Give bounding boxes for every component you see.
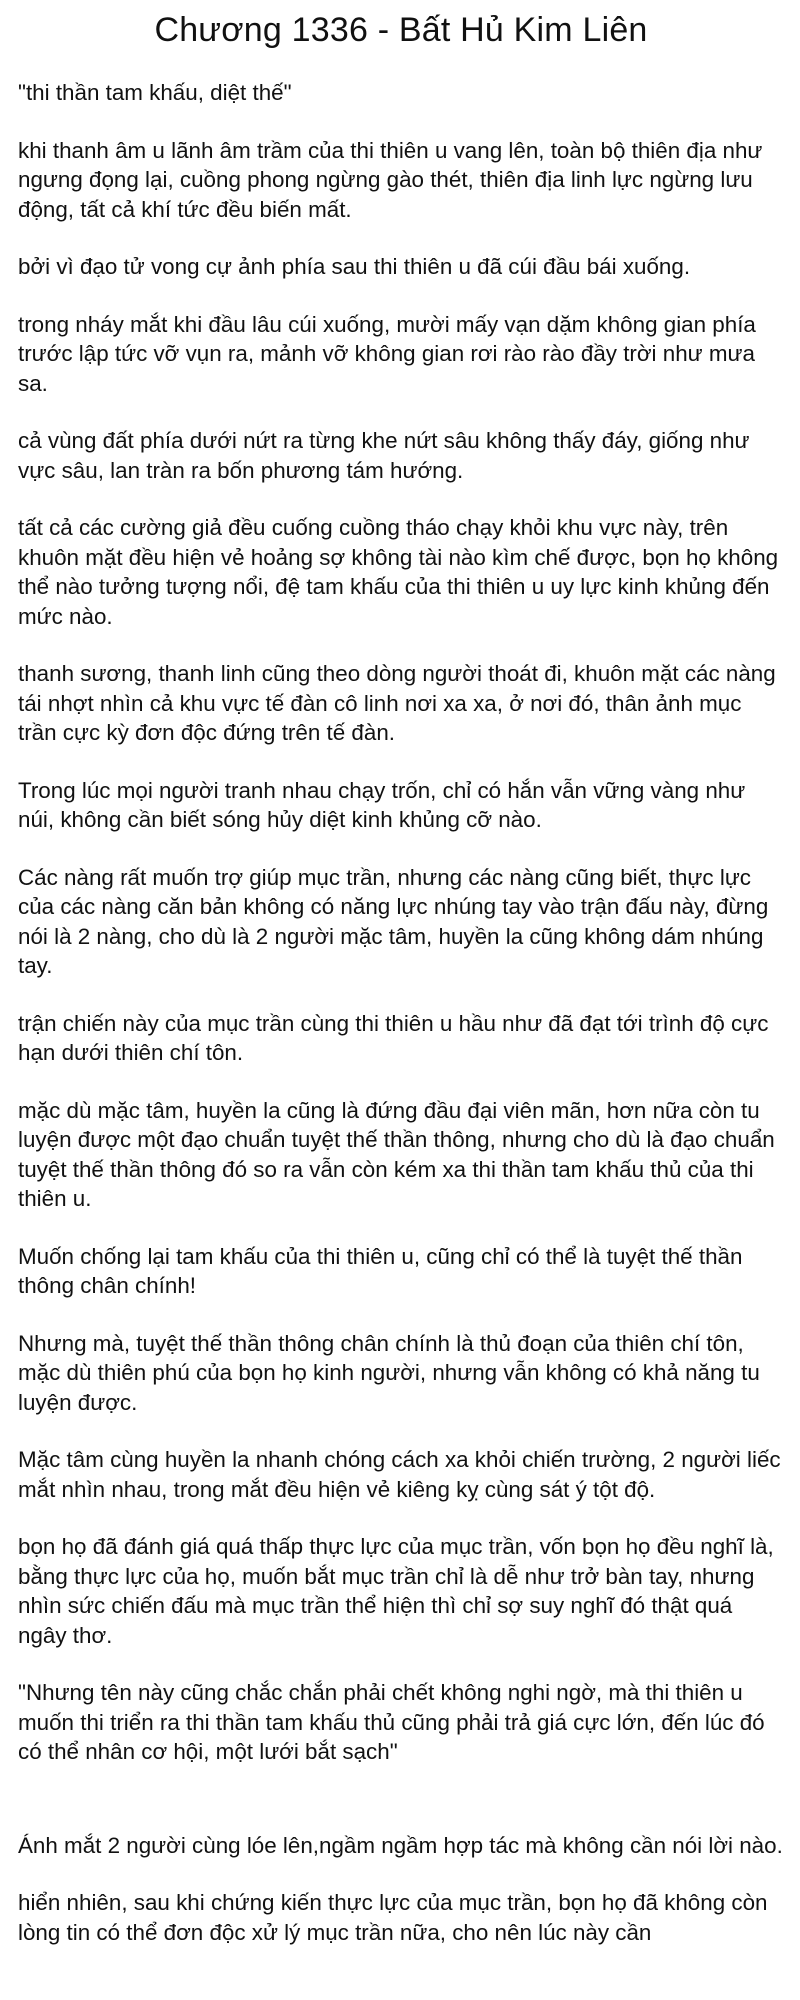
paragraph: khi thanh âm u lãnh âm trầm của thi thiên u vang lên, toàn bộ thiên địa như ngưng đọng lại, cuồng phong ngừng gào thét, thiên địa linh lực ngừng lưu động, tất cả khí tức đều biến mất. — [18, 137, 763, 222]
paragraph: Mặc tâm cùng huyền la nhanh chóng cách xa khỏi chiến trường, 2 người liếc mắt nhìn nhau, trong mắt đều hiện vẻ kiêng kỵ cùng sát ý tột độ. — [18, 1447, 781, 1502]
paragraph: "thi thần tam khấu, diệt thế" — [18, 80, 292, 105]
paragraph: trận chiến này của mục trần cùng thi thiên u hầu như đã đạt tới trình độ cực hạn dưới thiên chí tôn. — [18, 1010, 769, 1065]
chapter-title: Chương 1336 - Bất Hủ Kim Liên — [154, 11, 648, 49]
paragraph: Các nàng rất muốn trợ giúp mục trần, nhưng các nàng cũng biết, thực lực của các nàng căn bản không có năng lực nhúng tay vào trận đấu này, đừng nói là 2 nàng, cho dù là 2 người mặc tâm, huyền la cũng không dám nhúng tay. — [18, 864, 769, 978]
paragraph: Nhưng mà, tuyệt thế thần thông chân chính là thủ đoạn của thiên chí tôn, mặc dù thiên phú của bọn họ kinh người, nhưng vẫn không có khả năng tu luyện được. — [18, 1330, 760, 1415]
paragraph: "Nhưng tên này cũng chắc chắn phải chết không nghi ngờ, mà thi thiên u muốn thi triển ra thi thần tam khấu thủ cũng phải trả giá cực lớn, đến lúc đó có thể nhân cơ hội, một lưới bắt sạch" — [18, 1680, 765, 1764]
paragraph: hiển nhiên, sau khi chứng kiến thực lực của mục trần, bọn họ đã không còn lòng tin có thể đơn độc xử lý mục trần nữa, cho nên lúc này cần — [18, 1890, 768, 1945]
paragraph: trong nháy mắt khi đầu lâu cúi xuống, mười mấy vạn dặm không gian phía trước lập tức vỡ vụn ra, mảnh vỡ không gian rơi rào rào đầy trời như mưa sa. — [18, 311, 756, 396]
paragraph: Muốn chống lại tam khấu của thi thiên u, cũng chỉ có thể là tuyệt thế thần thông chân chính! — [18, 1243, 743, 1298]
paragraph: mặc dù mặc tâm, huyền la cũng là đứng đầu đại viên mãn, hơn nữa còn tu luyện được một đạo chuẩn tuyệt thế thần thông, nhưng cho dù là đạo chuẩn tuyệt thế thần thông đó so ra vẫn còn kém xa thi thần tam khấu thủ của thi thiên u. — [18, 1097, 775, 1211]
paragraph: bọn họ đã đánh giá quá thấp thực lực của mục trần, vốn bọn họ đều nghĩ là, bằng thực lực của họ, muốn bắt mục trần chỉ là dễ như trở bàn tay, nhưng nhìn sức chiến đấu mà mục trần thể hiện thì chỉ sợ suy nghĩ đó thật quá ngây thơ. — [18, 1534, 774, 1648]
paragraph: bởi vì đạo tử vong cự ảnh phía sau thi thiên u đã cúi đầu bái xuống. — [18, 254, 691, 279]
paragraph: tất cả các cường giả đều cuống cuồng tháo chạy khỏi khu vực này, trên khuôn mặt đều hiện vẻ hoảng sợ không tài nào kìm chế được, bọn họ không thể nào tưởng tượng nổi, đệ tam khấu của thi thiên u uy lực kinh khủng đến mức nào. — [18, 515, 779, 629]
paragraph: thanh sương, thanh linh cũng theo dòng người thoát đi, khuôn mặt các nàng tái nhợt nhìn cả khu vực tế đàn cô linh nơi xa xa, ở nơi đó, thân ảnh mục trần cực kỳ đơn độc đứng trên tế đàn. — [18, 661, 776, 745]
paragraph: Ánh mắt 2 người cùng lóe lên,ngầm ngầm hợp tác mà không cần nói lời nào. — [18, 1832, 783, 1858]
paragraph: cả vùng đất phía dưới nứt ra từng khe nứt sâu không thấy đáy, giống như vực sâu, lan tràn ra bốn phương tám hướng. — [18, 428, 750, 483]
paragraph: Trong lúc mọi người tranh nhau chạy trốn, chỉ có hắn vẫn vững vàng như núi, không cần biết sóng hủy diệt kinh khủng cỡ nào. — [18, 777, 746, 832]
